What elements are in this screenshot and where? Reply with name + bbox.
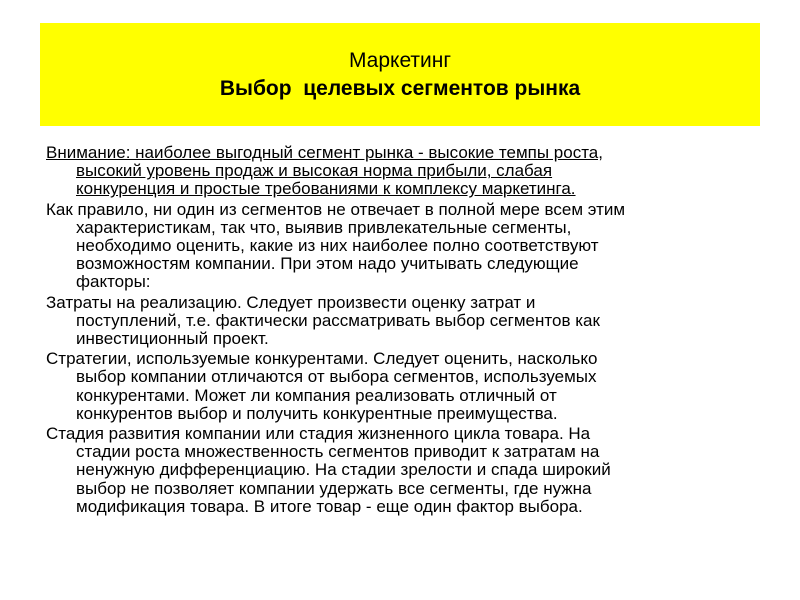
text-line: высокий уровень продаж и высокая норма прибыли, слабая [76,161,553,181]
attention-paragraph [46,144,746,199]
text-line: конкурентов выбор и получить конкурентные преимущества. [76,403,558,423]
text-line: поступлений, т.е. фактически рассматривать выбор сегментов как [76,310,600,330]
page-subtitle: Выбор целевых сегментов рынка [219,77,581,100]
text-line: конкуренция и простые требованиями к комплексу маркетинга. [76,179,576,199]
text-line: характеристикам, так что, выявив привлекательные сегменты, [76,217,572,237]
text-line: Стадия развития компании или стадия жизненного цикла товара. На [46,424,591,444]
costs-paragraph [46,294,746,349]
text-line: инвестиционный проект. [76,329,269,349]
lifecycle-paragraph [46,425,746,516]
general-rule-paragraph [46,201,746,292]
text-line: Внимание: наиболее выгодный сегмент рынка - высокие темпы роста, [46,143,603,162]
text-line: конкурентами. Может ли компания реализовать отличный от [76,385,557,405]
text-line: необходимо оценить, какие из них наиболее полно соответствуют [76,236,599,256]
text-line: выбор не позволяет компании удержать все сегменты, где нужна [76,478,592,498]
text-line: стадии роста множественность сегментов приводит к затратам на [76,442,600,462]
competitors-paragraph [46,350,746,423]
text-line: Затраты на реализацию. Следует произвести оценку затрат и [46,292,536,312]
page-title: Маркетинг [348,49,452,72]
title-banner [40,23,760,126]
slide-body [46,144,746,518]
text-line: ненужную дифференциацию. На стадии зрелости и спада широкий [76,460,611,480]
text-line: Стратегии, используемые конкурентами. Следует оценить, насколько [46,349,598,369]
text-line: выбор компании отличаются от выбора сегментов, используемых [76,367,597,387]
text-line: возможностям компании. При этом надо учитывать следующие [76,254,579,274]
text-line: факторы: [76,272,151,292]
text-line: модификация товара. В итоге товар - еще один фактор выбора. [76,496,583,516]
text-line: Как правило, ни один из сегментов не отвечает в полной мере всем этим [46,199,626,219]
